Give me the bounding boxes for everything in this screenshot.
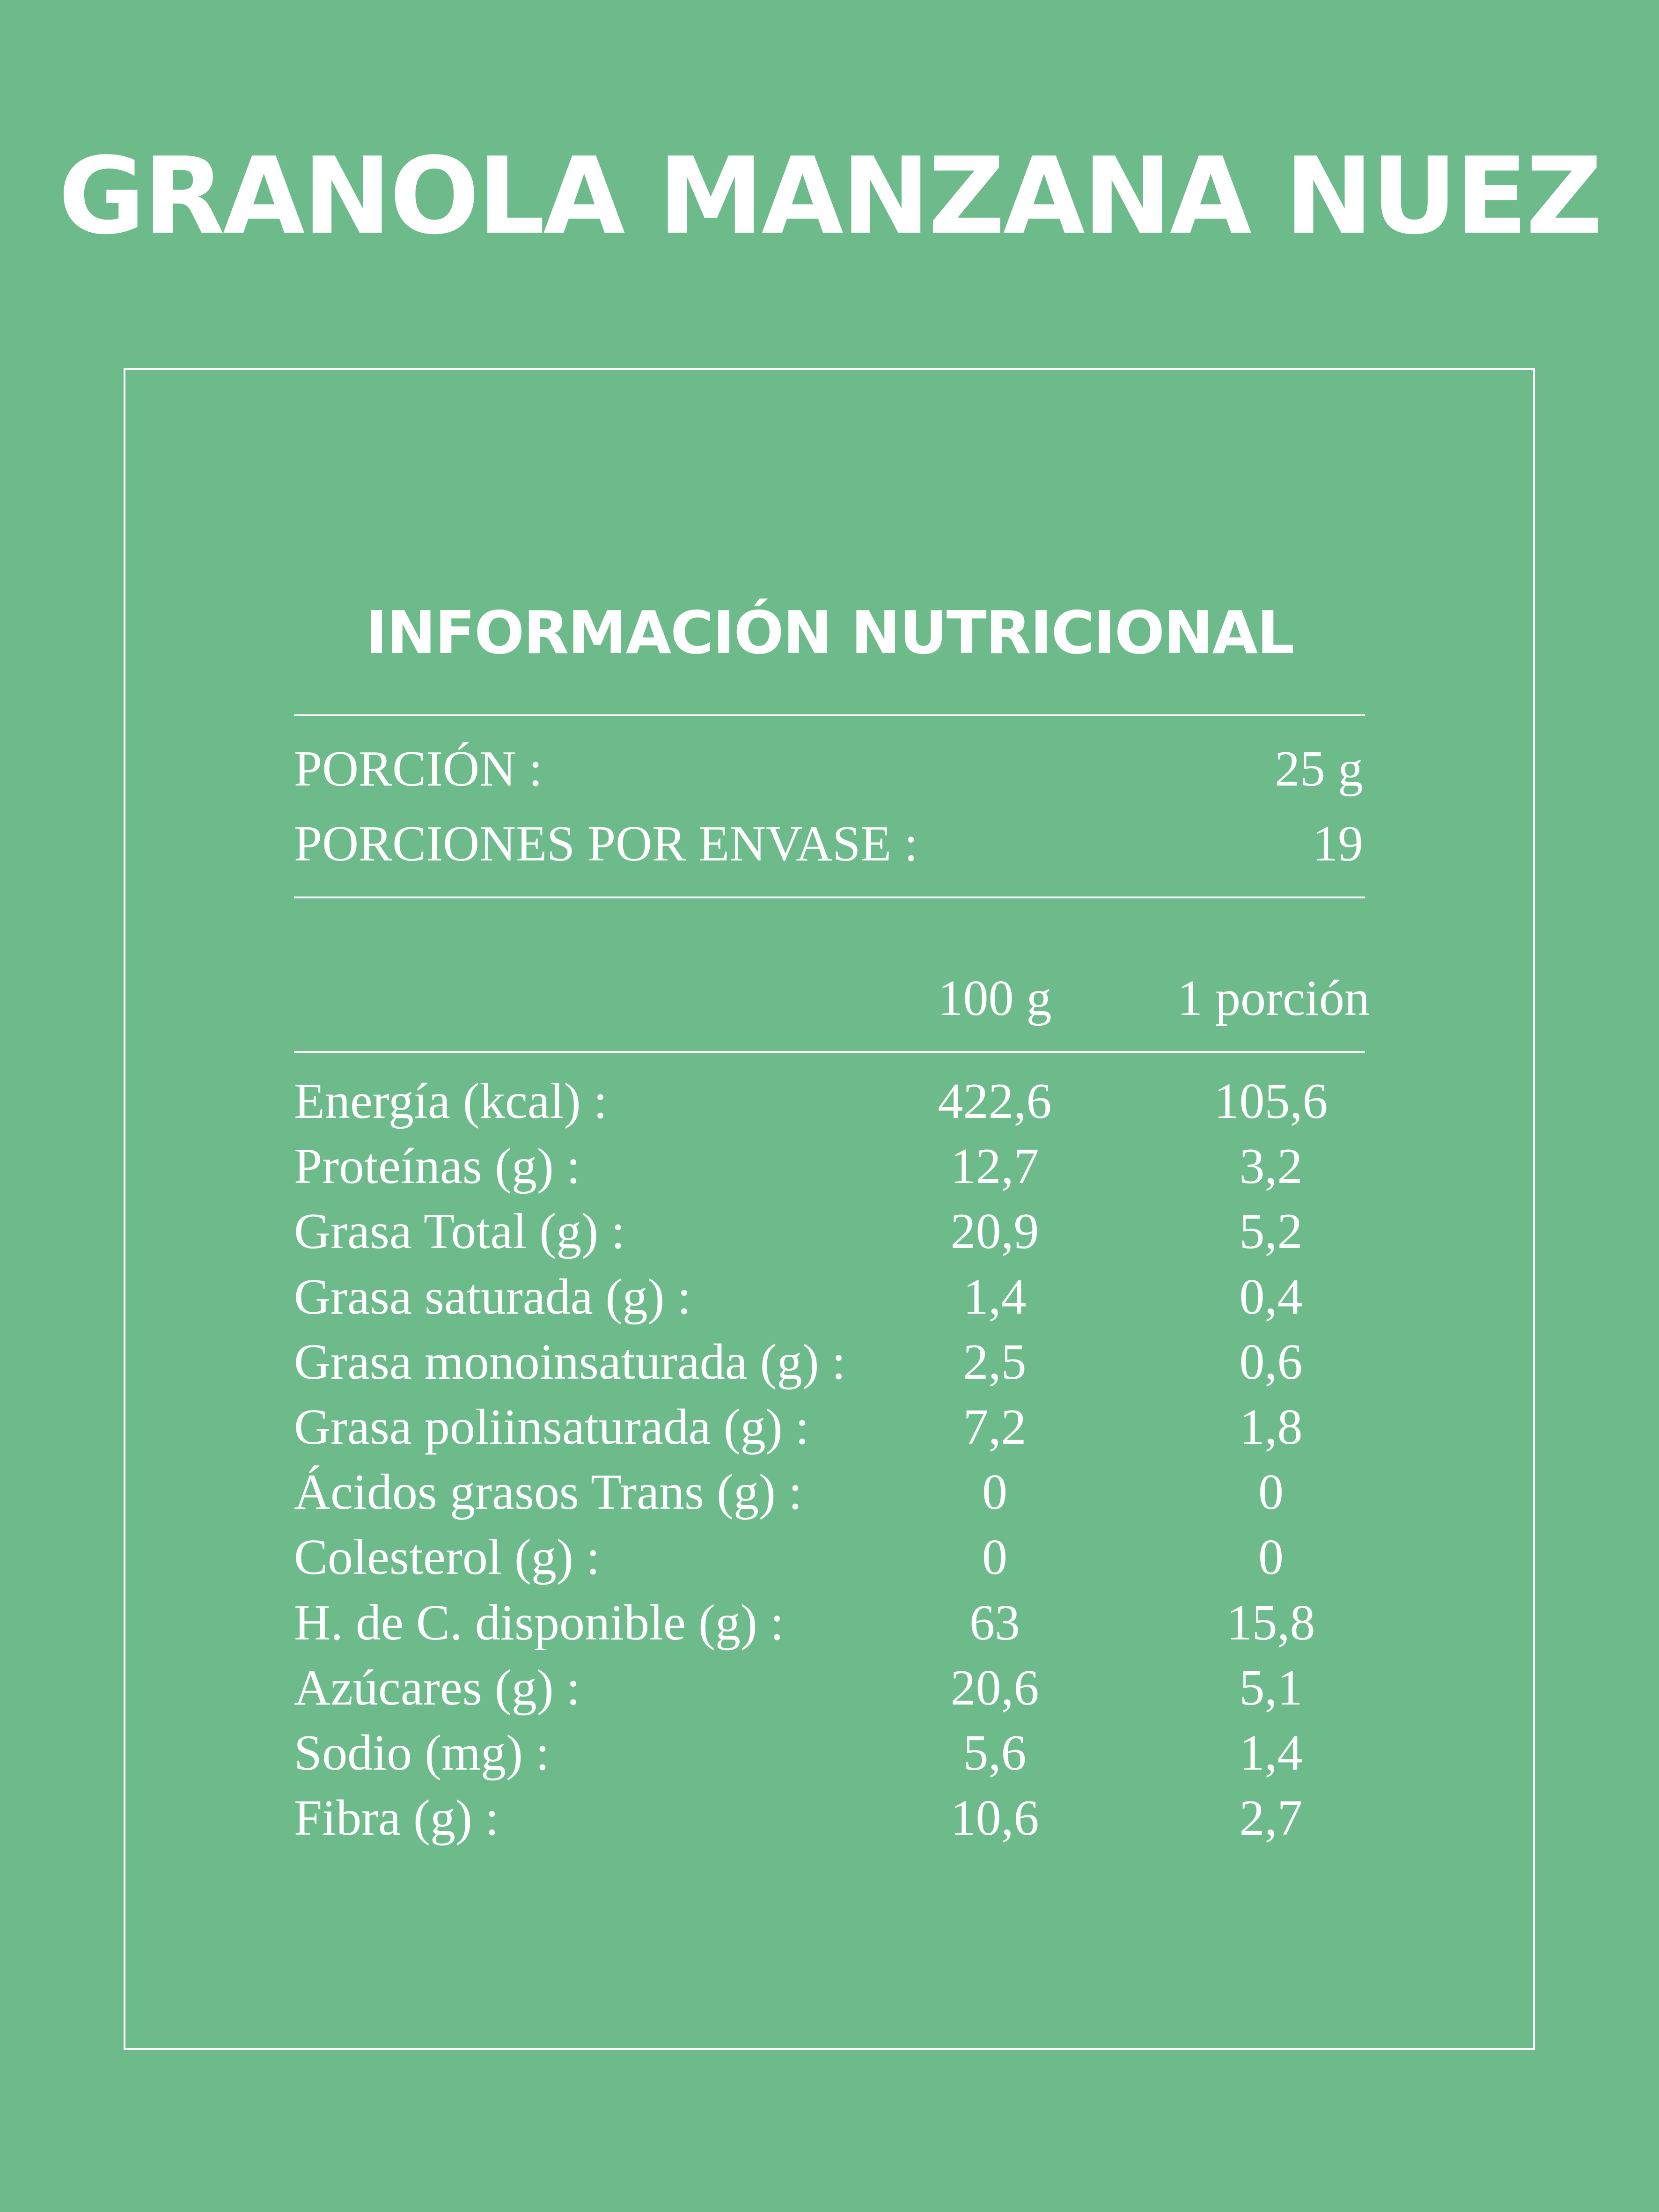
nutrient-value-per-100g: 422,6	[938, 1073, 1052, 1129]
nutrient-label: Grasa saturada (g) :	[294, 1269, 691, 1325]
nutrient-label: Fibra (g) :	[294, 1790, 499, 1846]
nutrient-label: H. de C. disponible (g) :	[294, 1595, 784, 1651]
column-header-per-portion: 1 porción	[1177, 970, 1370, 1026]
nutrient-value-per-100g: 20,6	[950, 1660, 1039, 1716]
portion-value: 25 g	[1275, 741, 1363, 797]
nutrient-value-per-100g: 10,6	[950, 1790, 1039, 1846]
servings-per-package-label: PORCIONES POR ENVASE :	[294, 816, 918, 872]
nutrient-label: Ácidos grasos Trans (g) :	[294, 1464, 803, 1520]
nutrient-value-per-portion: 2,7	[1239, 1790, 1303, 1846]
divider-top	[294, 714, 1365, 716]
nutrient-value-per-portion: 105,6	[1214, 1073, 1328, 1129]
nutrient-value-per-portion: 5,1	[1239, 1660, 1303, 1716]
nutrient-value-per-portion: 5,2	[1239, 1204, 1303, 1259]
nutrient-value-per-portion: 15,8	[1226, 1595, 1315, 1651]
nutrient-value-per-100g: 5,6	[963, 1725, 1027, 1781]
nutrient-label: Energía (kcal) :	[294, 1073, 608, 1129]
nutrient-label: Proteínas (g) :	[294, 1139, 580, 1194]
nutrient-value-per-portion: 0,4	[1239, 1269, 1303, 1325]
nutrient-label: Azúcares (g) :	[294, 1660, 580, 1716]
servings-per-package-value: 19	[1313, 816, 1363, 872]
nutrient-value-per-100g: 0	[982, 1529, 1007, 1585]
nutrient-label: Grasa poliinsaturada (g) :	[294, 1399, 809, 1455]
nutrient-value-per-100g: 7,2	[963, 1399, 1027, 1455]
nutrient-value-per-portion: 1,4	[1239, 1725, 1303, 1781]
nutrient-value-per-portion: 3,2	[1239, 1139, 1303, 1194]
nutrient-label: Sodio (mg) :	[294, 1725, 550, 1781]
nutrient-value-per-100g: 12,7	[950, 1139, 1039, 1194]
nutrient-value-per-portion: 1,8	[1239, 1399, 1303, 1455]
product-title: GRANOLA MANZANA NUEZ	[58, 135, 1601, 258]
nutrient-value-per-100g: 0	[982, 1464, 1007, 1520]
nutrient-value-per-100g: 63	[969, 1595, 1020, 1651]
nutrient-value-per-100g: 1,4	[963, 1269, 1027, 1325]
nutrient-value-per-portion: 0	[1258, 1464, 1284, 1520]
nutrient-value-per-portion: 0	[1258, 1529, 1284, 1585]
portion-label: PORCIÓN :	[294, 741, 543, 797]
nutrient-label: Colesterol (g) :	[294, 1529, 600, 1585]
divider-header	[294, 1051, 1365, 1053]
column-header-per-100g: 100 g	[938, 970, 1052, 1026]
nutrient-value-per-100g: 2,5	[963, 1334, 1027, 1390]
divider-middle	[294, 897, 1365, 898]
nutrient-label: Grasa monoinsaturada (g) :	[294, 1334, 846, 1390]
nutrient-label: Grasa Total (g) :	[294, 1204, 625, 1259]
nutrient-value-per-100g: 20,9	[950, 1204, 1039, 1259]
nutrient-value-per-portion: 0,6	[1239, 1334, 1303, 1390]
nutrition-heading: INFORMACIÓN NUTRICIONAL	[365, 598, 1294, 667]
